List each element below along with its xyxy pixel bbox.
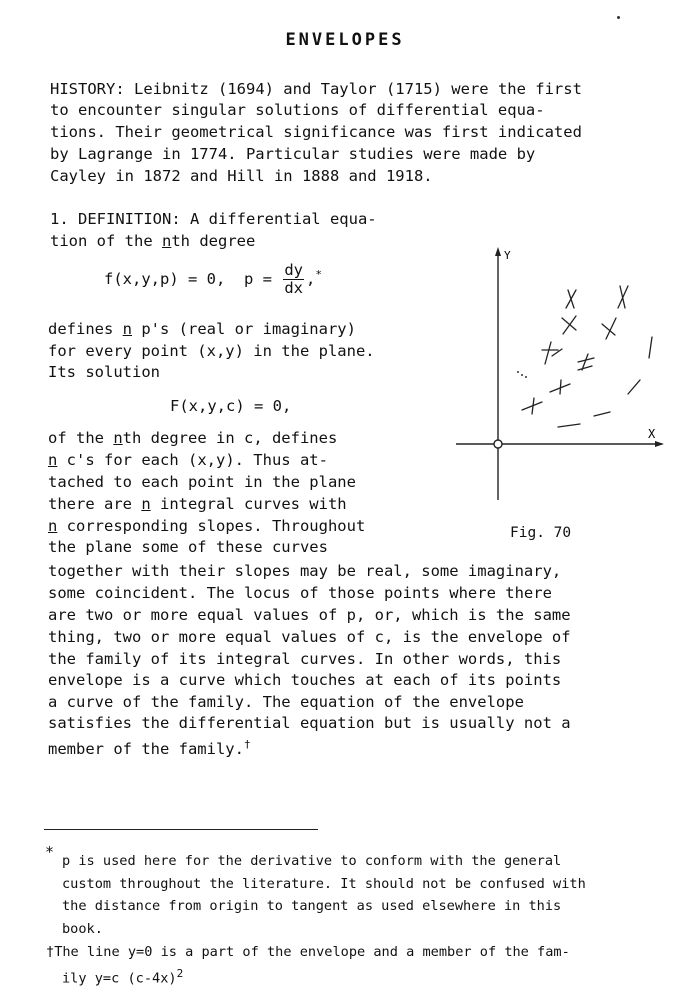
history-line-4: by Lagrange in 1774. Particular studies were made by [50,145,536,163]
definition-p2-line-3: tached to each point in the plane [48,473,356,491]
footnote-dagger-ref: † [243,738,251,751]
definition-p2-line-2: n c's for each (x,y). Thus at- [48,451,328,469]
definition-full-line-5: the family of its integral curves. In other words, this [48,650,562,668]
footnote-star-mark: * [45,843,55,861]
figure-caption: Fig. 70 [510,525,572,541]
definition-p2-line-4: there are n integral curves with [48,495,347,513]
history-line-1: HISTORY: Leibnitz (1694) and Taylor (1715) were the first [50,80,582,98]
footnote-dagger-line-1: †The line y=0 is a part of the envelope and a member of the fam- [46,944,570,960]
definition-p2-line-6: the plane some of these curves [48,538,328,556]
direction-field [522,286,652,427]
x-axis-label: X [648,427,656,441]
x-axis-arrow [655,441,664,447]
definition-p2-line-5: n corresponding slopes. Throughout [48,517,366,535]
slope-mark [566,290,576,308]
definition-p1-line-1: defines n p's (real or imaginary) [48,320,356,338]
definition-heading: 1. DEFINITION: A differential equa- [50,210,377,228]
definition-p2-line-1: of the nth degree in c, defines [48,429,338,447]
page-title: ENVELOPES [285,30,405,50]
definition-p1-line-3: Its solution [48,363,160,381]
footnote-rule [44,829,318,830]
footnote-star-line-3: the distance from origin to tangent as used elsewhere in this [62,898,562,914]
footnote-star-line-1: p is used here for the derivative to conform with the general [62,853,562,869]
definition-full-line-7: a curve of the family. The equation of the envelope [48,693,524,711]
slope-mark [563,316,576,334]
footnote-dagger-line-2: ily y=c $(c-4x)^2$ [62,967,184,987]
slope-mark [618,286,628,308]
definition-p1-line-2: for every point (x,y) in the plane. [48,342,375,360]
figure-axes [456,252,662,500]
equation-1: f(x,y,p) = 0, p = $\frac{dy}{dx}$ ,* [104,261,322,297]
slope-mark [649,337,652,358]
footnote-star-ref: * [315,267,322,281]
definition-full-line-1: together with their slopes may be real, some imaginary, [48,562,562,580]
history-label: HISTORY: [50,80,125,98]
slope-mark [594,412,610,416]
y-axis-arrow [495,247,501,256]
definition-full-line-8: satisfies the differential equation but is usually not a [48,714,571,732]
footnote-star-line-4: book. [62,921,103,937]
dy-dx-fraction: $\frac{dy}{dx}$ [284,261,303,297]
exponent: 2 [176,967,184,980]
slope-mark [545,342,551,364]
history-line-2: to encounter singular solutions of differential equa- [50,101,545,119]
definition-full-line-6: envelope is a curve which touches at each of its points [48,671,562,689]
definition-full-line-3: are two or more equal values of p, or, which is the same [48,606,571,624]
history-line-3: tions. Their geometrical significance was first indicated [50,123,582,141]
footnote-star-line-2: custom throughout the literature. It should not be confused with [62,876,586,892]
definition-last-line: member of the family.† [48,738,251,759]
slope-mark [558,424,580,427]
slope-mark [560,380,561,394]
footnote-dagger-mark: † [46,944,55,960]
slope-mark [578,366,592,370]
figure-70 [452,244,664,516]
history-line-5: Cayley in 1872 and Hill in 1888 and 1918. [50,167,433,185]
definition-full-line-4: thing, two or more equal values of c, is the envelope of [48,628,571,646]
y-axis-label: Y [504,249,511,262]
definition-line-2: tion of the nth degree [50,232,256,250]
dotted-arc [517,371,527,378]
slope-mark [628,380,640,394]
origin-marker [494,440,502,448]
speck-dot [617,16,620,19]
definition-full-line-2: some coincident. The locus of those points where there [48,584,552,602]
equation-2: F(x,y,c) = 0, [170,397,292,415]
